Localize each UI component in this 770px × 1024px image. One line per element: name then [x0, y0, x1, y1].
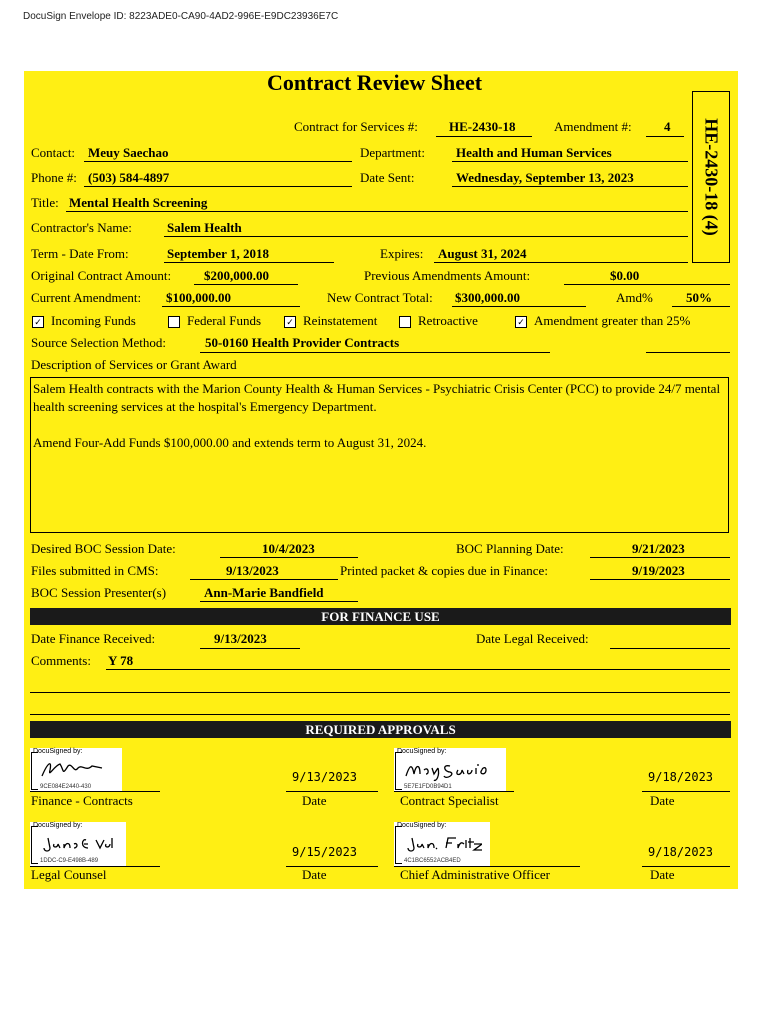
role-label: Finance - Contracts [31, 793, 133, 808]
signature-legal-counsel [30, 822, 126, 866]
checkbox-incoming-funds[interactable]: ✓ [32, 316, 44, 328]
signature-finance-contracts [30, 748, 122, 792]
files-submitted-value: 9/13/2023 [226, 563, 279, 578]
contract-value: HE-2430-18 [449, 119, 516, 134]
new-total-label: New Contract Total: [327, 290, 433, 305]
title-value: Mental Health Screening [69, 195, 208, 210]
contact-value: Meuy Saechao [88, 145, 169, 160]
amd-percent-label: Amd% [616, 290, 653, 305]
description-paragraph: Salem Health contracts with the Marion County Health & Human Services - Psychiatric Crisis Center (PCC) to provide 24/7 mental health screening services at the hospital's Emergency Department. [33, 381, 721, 414]
current-amendment-label: Current Amendment: [31, 290, 142, 305]
description-box [30, 377, 729, 533]
signature-image [38, 830, 118, 858]
signature-image [402, 756, 497, 784]
finance-received-value: 9/13/2023 [214, 631, 267, 646]
phone-value: (503) 584-4897 [88, 170, 170, 185]
finance-received-label: Date Finance Received: [31, 631, 156, 646]
approval-date: 9/13/2023 [292, 770, 358, 784]
previous-amount-value: $0.00 [610, 268, 640, 283]
approval-date: 9/18/2023 [648, 845, 714, 859]
signature-image [402, 830, 482, 858]
comments-label: Comments: [31, 653, 91, 668]
amendment-label: Amendment #: [554, 119, 632, 134]
new-total-value: $300,000.00 [455, 290, 520, 305]
printed-packet-label: Printed packet & copies due in Finance: [340, 563, 548, 578]
checkbox-label: Incoming Funds [51, 313, 136, 328]
signature-image [38, 756, 108, 784]
finance-use-bar: FOR FINANCE USE [30, 608, 731, 625]
printed-packet-value: 9/19/2023 [632, 563, 685, 578]
original-amount-label: Original Contract Amount: [31, 268, 172, 283]
date-label: Date [302, 867, 327, 882]
title-label: Title: [31, 195, 59, 210]
contractor-value: Salem Health [167, 220, 242, 235]
docusigned-label: DocuSigned by: [397, 822, 447, 829]
role-label: Contract Specialist [400, 793, 499, 808]
presenter-value: Ann-Marie Bandfield [204, 585, 324, 600]
contact-label: Contact: [31, 145, 76, 160]
term-label: Term - Date From: [31, 246, 129, 261]
presenter-label: BOC Session Presenter(s) [31, 585, 167, 600]
amd-percent-value: 50% [686, 290, 712, 305]
comments-value: Y 78 [108, 653, 134, 668]
page-title: Contract Review Sheet [267, 70, 483, 95]
source-selection-value: 50-0160 Health Provider Contracts [205, 335, 400, 350]
expires-value: August 31, 2024 [438, 246, 527, 261]
signature-contract-specialist [394, 748, 506, 792]
signature-chief-administrative-officer [394, 822, 490, 866]
docusigned-label: DocuSigned by: [397, 748, 447, 755]
signature-id: 4C1BC6552ACB4ED [404, 858, 461, 864]
boc-desired-value: 10/4/2023 [262, 541, 315, 556]
checkbox-label: Amendment greater than 25% [534, 313, 691, 328]
docusigned-label: DocuSigned by: [33, 748, 83, 755]
date-sent-label: Date Sent: [360, 170, 415, 185]
checkbox-label: Retroactive [418, 313, 478, 328]
date-label: Date [650, 867, 675, 882]
files-submitted-label: Files submitted in CMS: [31, 563, 159, 578]
boc-desired-label: Desired BOC Session Date: [31, 541, 176, 556]
envelope-id: DocuSign Envelope ID: 8223ADE0-CA90-4AD2-996E-E9DC23936E7C [23, 11, 339, 22]
amendment-value: 4 [664, 119, 671, 134]
original-amount-value: $200,000.00 [204, 268, 269, 283]
expires-label: Expires: [380, 246, 424, 261]
signature-id: 9CE084E2440-430 [40, 784, 92, 790]
role-label: Chief Administrative Officer [400, 867, 550, 882]
description-paragraph: Amend Four-Add Funds $100,000.00 and extends term to August 31, 2024. [33, 435, 427, 450]
date-label: Date [650, 793, 675, 808]
contract-label: Contract for Services #: [294, 119, 418, 134]
checkbox-federal-funds[interactable] [168, 316, 180, 328]
approval-date: 9/15/2023 [292, 845, 358, 859]
date-sent-value: Wednesday, September 13, 2023 [456, 170, 634, 185]
role-label: Legal Counsel [31, 867, 107, 882]
required-approvals-bar: REQUIRED APPROVALS [30, 721, 731, 738]
source-selection-label: Source Selection Method: [31, 335, 167, 350]
department-value: Health and Human Services [456, 145, 612, 160]
side-id-box [692, 91, 730, 263]
checkbox-label: Federal Funds [187, 313, 262, 328]
side-id: HE-2430-18 (4) [701, 118, 722, 236]
current-amendment-value: $100,000.00 [166, 290, 231, 305]
boc-planning-label: BOC Planning Date: [456, 541, 564, 556]
signature-id: 5E7E1FD0B94D1 [404, 784, 452, 790]
docusigned-label: DocuSigned by: [33, 822, 83, 829]
checkbox-retroactive[interactable] [399, 316, 411, 328]
contract-review-sheet [24, 71, 738, 889]
description-label: Description of Services or Grant Award [31, 357, 237, 372]
checkbox-amendment-over-25[interactable]: ✓ [515, 316, 527, 328]
term-value: September 1, 2018 [167, 246, 269, 261]
approval-date: 9/18/2023 [648, 770, 714, 784]
boc-planning-value: 9/21/2023 [632, 541, 685, 556]
date-label: Date [302, 793, 327, 808]
department-label: Department: [360, 145, 425, 160]
legal-received-label: Date Legal Received: [476, 631, 589, 646]
checkbox-label: Reinstatement [303, 313, 378, 328]
contractor-label: Contractor's Name: [31, 220, 132, 235]
signature-id: 1DDC-C9-E498B-489 [40, 858, 99, 864]
previous-amount-label: Previous Amendments Amount: [364, 268, 531, 283]
checkbox-reinstatement[interactable]: ✓ [284, 316, 296, 328]
phone-label: Phone #: [31, 170, 77, 185]
